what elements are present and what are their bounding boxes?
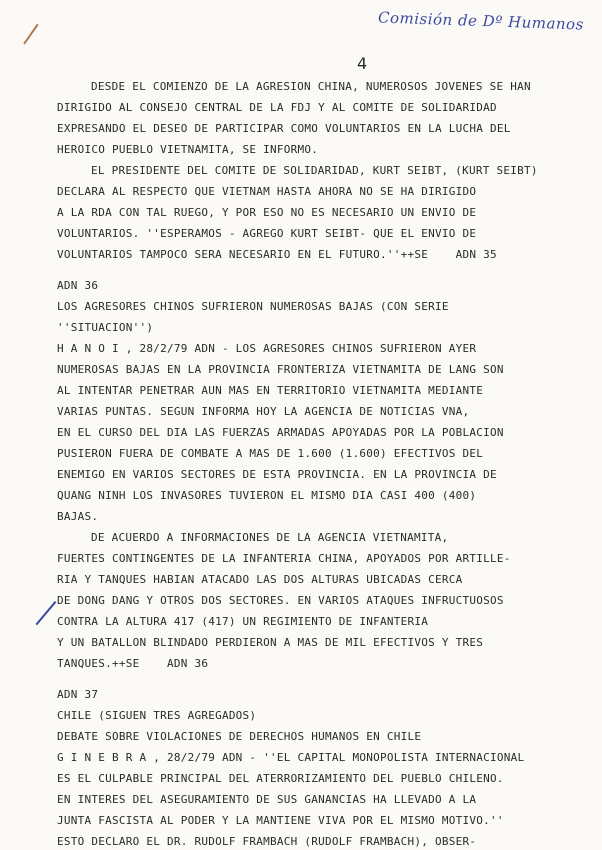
text-line: ''SITUACION'')	[57, 321, 154, 334]
text-line: G I N E B R A , 28/2/79 ADN - ''EL CAPITAL MONOPOLISTA INTERNACIONAL	[57, 751, 525, 764]
text-line: DE DONG DANG Y OTROS DOS SECTORES. EN VARIOS ATAQUES INFRUCTUOSOS	[57, 594, 504, 607]
text-line: Y UN BATALLON BLINDADO PERDIERON A MAS DE MIL EFECTIVOS Y TRES	[57, 636, 484, 649]
pen-mark	[36, 601, 56, 625]
pencil-mark	[23, 24, 38, 45]
text-line: EN EL CURSO DEL DIA LAS FUERZAS ARMADAS APOYADAS POR LA POBLACION	[57, 426, 504, 439]
text-line: VARIAS PUNTAS. SEGUN INFORMA HOY LA AGENCIA DE NOTICIAS VNA,	[57, 405, 470, 418]
text-line: ESTO DECLARO EL DR. RUDOLF FRAMBACH (RUDOLF FRAMBACH), OBSER-	[57, 835, 477, 848]
text-line: HEROICO PUEBLO VIETNAMITA, SE INFORMO.	[57, 143, 319, 156]
text-line: CHILE (SIGUEN TRES AGREGADOS)	[57, 709, 257, 722]
text-line: DECLARA AL RESPECTO QUE VIETNAM HASTA AHORA NO SE HA DIRIGIDO	[57, 185, 477, 198]
page-number: 4	[357, 54, 368, 73]
text-line: RIA Y TANQUES HABIAN ATACADO LAS DOS ALTURAS UBICADAS CERCA	[57, 573, 463, 586]
text-line: VOLUNTARIOS TAMPOCO SERA NECESARIO EN EL FUTURO.''++SE ADN 35	[57, 248, 497, 261]
text-line: EN INTERES DEL ASEGURAMIENTO DE SUS GANANCIAS HA LLEVADO A LA	[57, 793, 477, 806]
text-line: DESDE EL COMIENZO DE LA AGRESION CHINA, NUMEROSOS JOVENES SE HAN	[91, 80, 531, 93]
text-line: NUMEROSAS BAJAS EN LA PROVINCIA FRONTERIZA VIETNAMITA DE LANG SON	[57, 363, 504, 376]
text-line: LOS AGRESORES CHINOS SUFRIERON NUMEROSAS BAJAS (CON SERIE	[57, 300, 449, 313]
handwritten-note: Comisión de Dº Humanos	[377, 8, 585, 34]
text-line: PUSIERON FUERA DE COMBATE A MAS DE 1.600 (1.600) EFECTIVOS DEL	[57, 447, 484, 460]
text-line: DE ACUERDO A INFORMACIONES DE LA AGENCIA VIETNAMITA,	[91, 531, 449, 544]
text-line: TANQUES.++SE ADN 36	[57, 657, 209, 670]
text-line: VOLUNTARIOS. ''ESPERAMOS - AGREGO KURT SEIBT- QUE EL ENVIO DE	[57, 227, 477, 240]
text-line: EXPRESANDO EL DESEO DE PARTICIPAR COMO VOLUNTARIOS EN LA LUCHA DEL	[57, 122, 511, 135]
text-line: ENEMIGO EN VARIOS SECTORES DE ESTA PROVINCIA. EN LA PROVINCIA DE	[57, 468, 497, 481]
text-line: JUNTA FASCISTA AL PODER Y LA MANTIENE VIVA POR EL MISMO MOTIVO.''	[57, 814, 504, 827]
text-line: BAJAS.	[57, 510, 99, 523]
text-line: ES EL CULPABLE PRINCIPAL DEL ATERRORIZAMIENTO DEL PUEBLO CHILENO.	[57, 772, 504, 785]
text-line: DEBATE SOBRE VIOLACIONES DE DERECHOS HUMANOS EN CHILE	[57, 730, 422, 743]
text-line: DIRIGIDO AL CONSEJO CENTRAL DE LA FDJ Y AL COMITE DE SOLIDARIDAD	[57, 101, 497, 114]
text-line: QUANG NINH LOS INVASORES TUVIERON EL MISMO DIA CASI 400 (400)	[57, 489, 477, 502]
text-line: CONTRA LA ALTURA 417 (417) UN REGIMIENTO DE INFANTERIA	[57, 615, 429, 628]
text-line: ADN 36	[57, 279, 99, 292]
text-line: ADN 37	[57, 688, 99, 701]
text-line: AL INTENTAR PENETRAR AUN MAS EN TERRITORIO VIETNAMITA MEDIANTE	[57, 384, 484, 397]
text-line: EL PRESIDENTE DEL COMITE DE SOLIDARIDAD, KURT SEIBT, (KURT SEIBT)	[91, 164, 538, 177]
text-line: A LA RDA CON TAL RUEGO, Y POR ESO NO ES NECESARIO UN ENVIO DE	[57, 206, 477, 219]
text-line: FUERTES CONTINGENTES DE LA INFANTERIA CHINA, APOYADOS POR ARTILLE-	[57, 552, 511, 565]
text-line: H A N O I , 28/2/79 ADN - LOS AGRESORES CHINOS SUFRIERON AYER	[57, 342, 477, 355]
